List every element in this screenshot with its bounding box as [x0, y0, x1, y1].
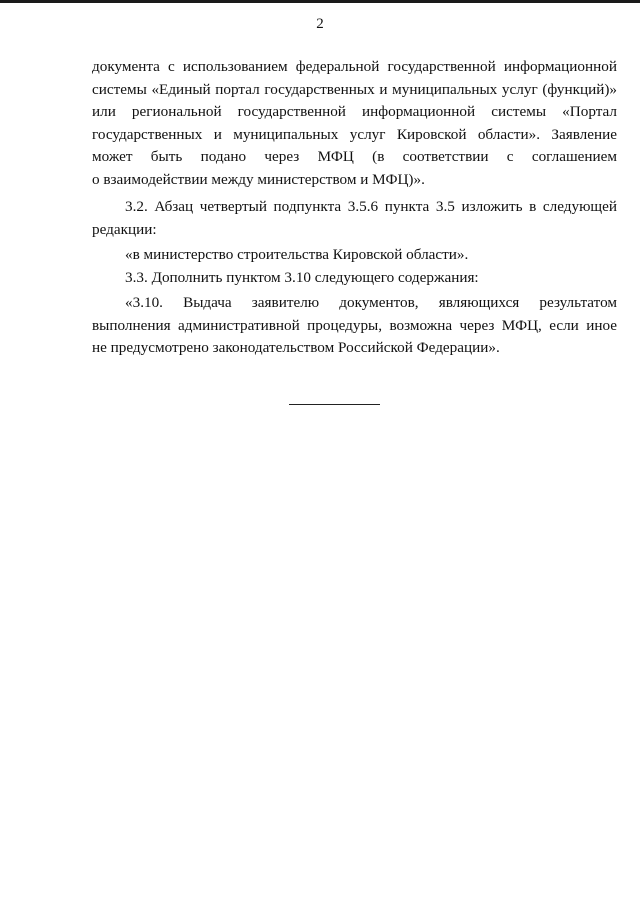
- text-line: 3.2. Абзац четвертый подпункта 3.5.6 пункта 3.5 изложить в следующей: [125, 198, 617, 215]
- text-line: или региональной государственной информационной системы «Портал: [92, 103, 617, 121]
- text-line: может быть подано через МФЦ (в соответствии с соглашением: [92, 148, 617, 166]
- page-number: 2: [316, 16, 324, 32]
- text-line: 3.3. Дополнить пунктом 3.10 следующего содержания:: [125, 269, 479, 286]
- paragraph-continuation: [92, 56, 617, 192]
- paragraph-3-2: [92, 196, 617, 241]
- text-line: «3.10. Выдача заявителю документов, являющихся результатом: [125, 294, 617, 311]
- text-line: системы «Единый портал государственных и муниципальных услуг (функций)»: [92, 80, 617, 98]
- text-line: государственных и муниципальных услуг Кировской области». Заявление: [92, 125, 617, 143]
- text-line: «в министерство строительства Кировской области».: [125, 246, 469, 263]
- text-line: документа с использованием федеральной государственной информационной: [92, 58, 617, 75]
- top-border-line: [0, 0, 640, 3]
- text-line: о взаимодействии между министерством и МФЦ)».: [92, 170, 425, 188]
- text-line: не предусмотрено законодательством Российской Федерации».: [92, 339, 500, 357]
- end-of-text-rule: [289, 404, 380, 405]
- text-line: редакции:: [92, 220, 157, 238]
- paragraph-3-3: [92, 267, 617, 290]
- paragraph-quote-ministry: [92, 244, 617, 267]
- paragraph-3-10: [92, 292, 617, 360]
- text-line: выполнения административной процедуры, возможна через МФЦ, если иное: [92, 316, 617, 334]
